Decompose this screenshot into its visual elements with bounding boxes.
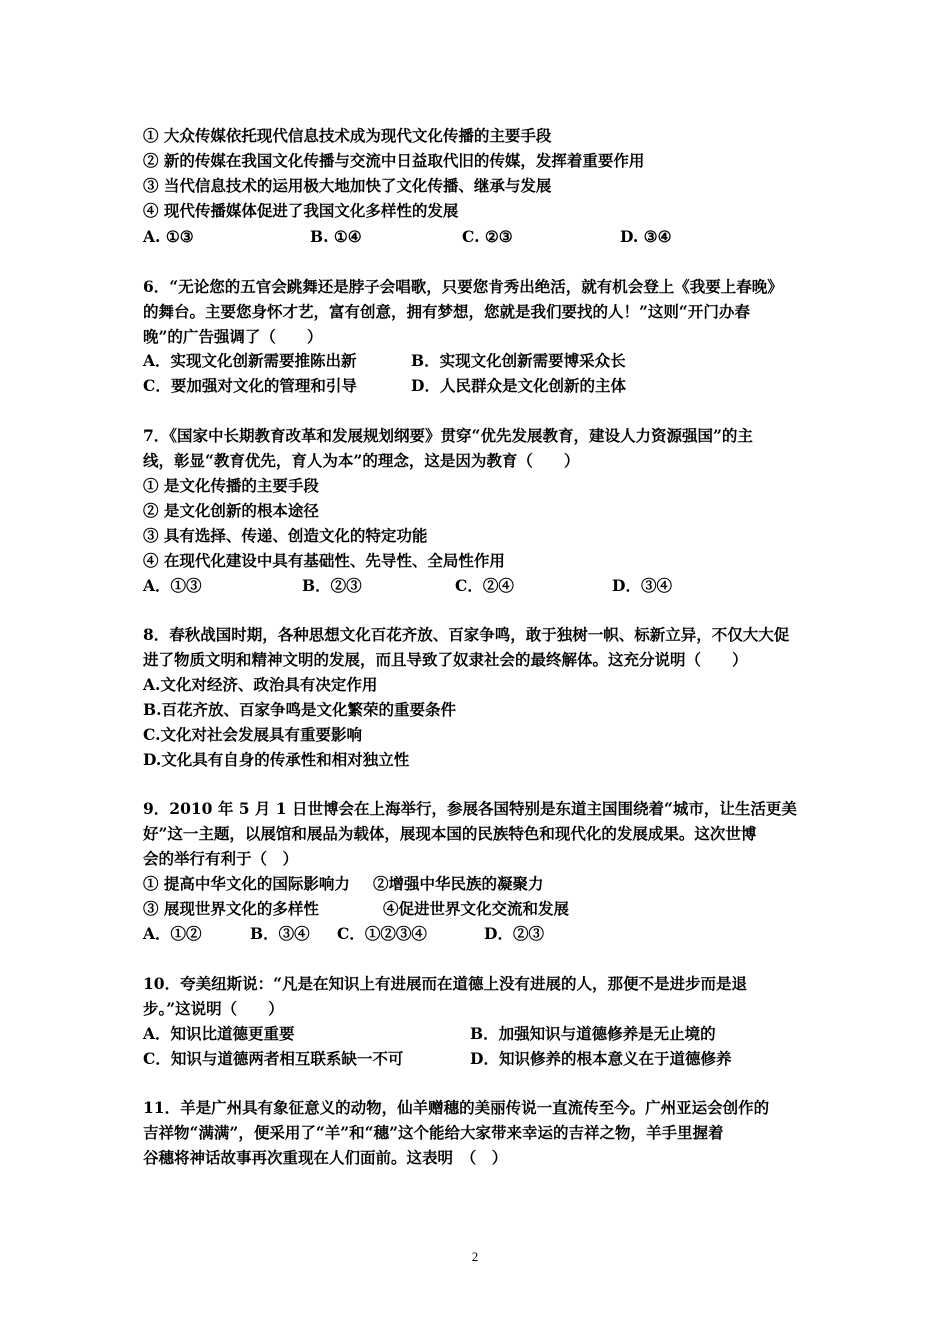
- q5-option-a: A. ①③: [143, 227, 194, 246]
- q7-statement-2: ② 是文化创新的根本途径: [143, 501, 319, 520]
- q6-option-d: D．人民群众是文化创新的主体: [411, 376, 626, 395]
- q10-option-d: D．知识修养的根本意义在于道德修养: [470, 1049, 732, 1068]
- q5-statement-1: ① 大众传媒依托现代信息技术成为现代文化传播的主要手段: [143, 126, 552, 145]
- q9-stem-1: 9．2010 年 5 月 1 日世博会在上海举行，参展各国特别是东道主国围绕着“城市，让生活更美: [143, 799, 797, 818]
- q9-stem-2: 好”这一主题，以展馆和展品为载体，展现本国的民族特色和现代化的发展成果。这次世博: [143, 824, 757, 843]
- q7-option-b: B．②③: [302, 576, 362, 595]
- q11-stem-3: 谷穗将神话故事再次重现在人们面前。这表明 （ ）: [143, 1148, 508, 1167]
- q10-option-b: B．加强知识与道德修养是无止境的: [470, 1024, 716, 1043]
- q8-stem-1: 8．春秋战国时期，各种思想文化百花齐放、百家争鸣，敢于独树一帜、标新立异，不仅大大促: [143, 625, 790, 644]
- q9-option-c: C．①②③④: [337, 924, 427, 943]
- q7-statement-4: ④ 在现代化建设中具有基础性、先导性、全局性作用: [143, 551, 505, 570]
- q9-option-d: D．②③: [484, 924, 544, 943]
- q5-statement-4: ④ 现代传播媒体促进了我国文化多样性的发展: [143, 201, 459, 220]
- q9-statement-2: ②增强中华民族的凝聚力: [373, 874, 544, 893]
- q9-statement-1: ① 提高中华文化的国际影响力: [143, 874, 350, 893]
- q9-statement-3: ③ 展现世界文化的多样性: [143, 899, 319, 918]
- q11-stem-2: 吉祥物“满满”，便采用了“羊”和“穗”这个能给大家带来幸运的吉祥之物，羊手里握着: [143, 1123, 724, 1142]
- q7-stem-2: 线，彰显“教育优先，育人为本”的理念，这是因为教育（ ）: [143, 451, 580, 470]
- q7-option-c: C．②④: [455, 576, 514, 595]
- q8-option-d: D.文化具有自身的传承性和相对独立性: [143, 750, 410, 769]
- q6-stem-2: 的舞台。主要您身怀才艺，富有创意，拥有梦想，您就是我们要找的人！”这则“开门办春: [143, 302, 750, 321]
- q6-stem-1: 6．“无论您的五官会跳舞还是脖子会唱歌，只要您肯秀出绝活，就有机会登上《我要上春晚》: [143, 277, 783, 296]
- q8-stem-2: 进了物质文明和精神文明的发展，而且导致了奴隶社会的最终解体。这充分说明（ ）: [143, 650, 748, 669]
- page-number: 2: [471, 1249, 479, 1264]
- q7-statement-3: ③ 具有选择、传递、创造文化的特定功能: [143, 526, 428, 545]
- q5-option-b: B. ①④: [310, 227, 362, 246]
- q5-option-c: C. ②③: [462, 227, 513, 246]
- q6-option-a: A．实现文化创新需要推陈出新: [143, 351, 357, 370]
- q7-option-d: D．③④: [612, 576, 672, 595]
- q5-statement-3: ③ 当代信息技术的运用极大地加快了文化传播、继承与发展: [143, 176, 552, 195]
- q8-option-a: A.文化对经济、政治具有决定作用: [143, 675, 378, 694]
- q5-statement-2: ② 新的传媒在我国文化传播与交流中日益取代旧的传媒，发挥着重要作用: [143, 151, 645, 170]
- q7-stem-1: 7．《国家中长期教育改革和发展规划纲要》贯穿“优先发展教育，建设人力资源强国”的主: [143, 426, 753, 445]
- q6-option-c: C．要加强对文化的管理和引导: [143, 376, 357, 395]
- q6-stem-3: 晚”的广告强调了（ ）: [143, 327, 323, 346]
- q7-statement-1: ① 是文化传播的主要手段: [143, 476, 319, 495]
- q9-option-b: B．③④: [250, 924, 310, 943]
- q10-stem-1: 10．夸美纽斯说：“凡是在知识上有进展而在道德上没有进展的人，那便不是进步而是退: [143, 974, 747, 993]
- q6-option-b: B．实现文化创新需要博采众长: [411, 351, 626, 370]
- q11-stem-1: 11．羊是广州具有象征意义的动物，仙羊赠穗的美丽传说一直流传至今。广州亚运会创作的: [143, 1098, 770, 1117]
- q9-option-a: A．①②: [143, 924, 202, 943]
- q10-option-a: A．知识比道德更重要: [143, 1024, 295, 1043]
- q9-stem-3: 会的举行有利于（ ）: [143, 849, 299, 868]
- q9-statement-4: ④促进世界文化交流和发展: [383, 899, 570, 918]
- q7-option-a: A．①③: [143, 576, 202, 595]
- q8-option-c: C.文化对社会发展具有重要影响: [143, 725, 362, 744]
- q5-option-d: D. ③④: [620, 227, 672, 246]
- q10-stem-2: 步。”这说明（ ）: [143, 999, 284, 1018]
- q8-option-b: B.百花齐放、百家争鸣是文化繁荣的重要条件: [143, 700, 456, 719]
- q10-option-c: C．知识与道德两者相互联系缺一不可: [143, 1049, 404, 1068]
